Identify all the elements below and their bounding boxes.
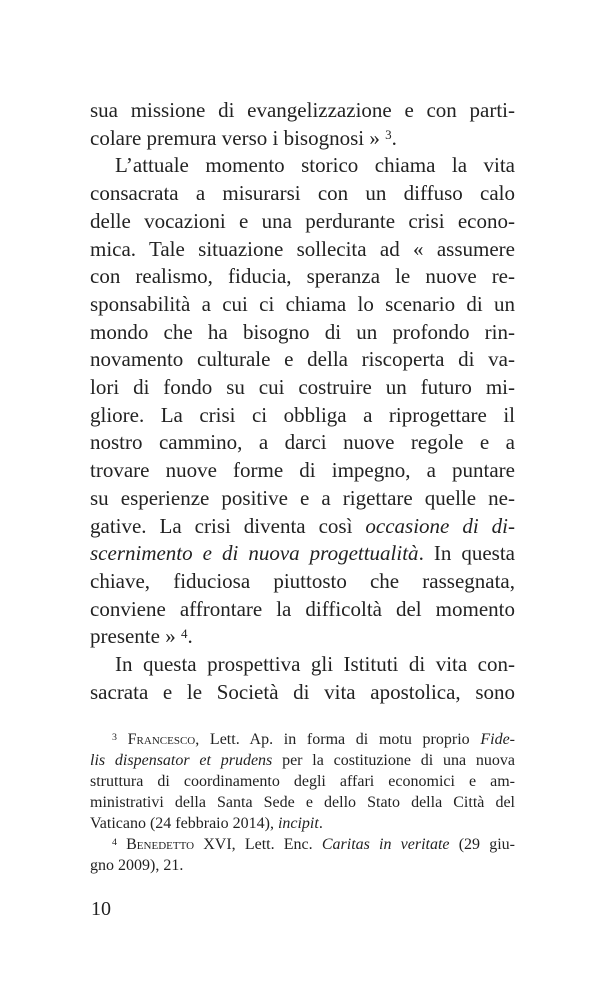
text-segment: su esperienze positive e a rigettare quelle ne-: [90, 485, 515, 510]
text-segment: gno 2009), 21.: [90, 857, 184, 874]
text-segment-sup: 3: [112, 731, 117, 743]
text-segment: con realismo, fiducia, speranza le nuove re-: [90, 264, 515, 289]
body-text-line: [90, 568, 515, 596]
text-segment: (29 giu-: [449, 836, 516, 853]
text-segment: lori di fondo su cui costruire un futuro mi-: [90, 375, 515, 400]
text-segment: , Lett. Enc.: [231, 836, 322, 853]
body-text-line: [90, 236, 515, 264]
body-text-line: [90, 263, 515, 291]
text-segment: consacrata a misurarsi con un diffuso calo: [90, 181, 515, 206]
text-segment-sup: 3: [385, 126, 392, 142]
text-segment: per la costituzione di una nuova: [272, 752, 515, 769]
text-segment: In questa prospettiva gli Istituti di vita con-: [115, 652, 515, 677]
text-segment: presente »: [90, 624, 181, 649]
text-segment: , Lett. Ap. in forma di motu proprio: [195, 731, 481, 748]
footnote-line: [90, 729, 515, 750]
body-text-line: [90, 513, 515, 541]
text-segment-italic: occasione di di-: [365, 513, 515, 538]
text-segment: Vaticano (24 febbraio 2014),: [90, 815, 278, 832]
body-text-block: [90, 97, 515, 706]
text-segment: L’attuale momento storico chiama la vita: [115, 153, 515, 178]
body-text-line: [90, 457, 515, 485]
text-segment: chiave, fiduciosa piuttosto che rassegnata,: [90, 568, 515, 593]
body-text-line: [90, 180, 515, 208]
body-text-line: [90, 540, 515, 568]
body-text-line: [90, 346, 515, 374]
body-text-line: [90, 651, 515, 679]
body-text-line: [90, 402, 515, 430]
page-number: 10: [91, 898, 111, 920]
body-text-line: [90, 623, 515, 651]
text-segment-smallcaps: Francesco: [116, 731, 196, 748]
text-segment: conviene affrontare la difficoltà del momento: [90, 596, 515, 621]
text-segment: . In questa: [418, 541, 515, 566]
footnote-line: [90, 771, 515, 792]
text-segment: mondo che ha bisogno di un profondo rin-: [90, 319, 515, 344]
footnote-line: [90, 750, 515, 771]
text-segment: delle vocazioni e una perdurante crisi econo-: [90, 208, 515, 233]
text-segment: .: [318, 815, 323, 832]
body-text-line: [90, 596, 515, 624]
body-text-line: [90, 679, 515, 707]
text-segment: .: [187, 624, 193, 649]
body-text-line: [90, 152, 515, 180]
text-segment: sponsabilità a cui ci chiama lo scenario di un: [90, 291, 515, 316]
text-segment: sacrata e le Società di vita apostolica, sono: [90, 679, 515, 704]
body-text-line: [90, 319, 515, 347]
text-segment: nostro cammino, a darci nuove regole e a: [90, 430, 515, 455]
text-segment: gative. La crisi diventa così: [90, 513, 366, 538]
text-segment: novamento culturale e della riscoperta di va-: [90, 347, 515, 372]
footnotes-block: [90, 729, 515, 876]
body-text-line: [90, 291, 515, 319]
text-segment-italic: lis dispensator et prudens: [90, 752, 273, 769]
text-segment: mica. Tale situazione sollecita ad « assumere: [90, 236, 515, 261]
text-segment-italic: incipit: [277, 815, 319, 832]
footnote-line: [90, 855, 515, 876]
text-segment-sup: 4: [180, 625, 188, 641]
text-segment-italic: scernimento e di nuova progettualità: [90, 541, 419, 566]
text-segment: gliore. La crisi ci obbliga a riprogettare il: [90, 402, 515, 427]
footnote-line: [90, 834, 515, 855]
text-segment-italic: Fide-: [480, 731, 515, 748]
text-segment: sua missione di evangelizzazione e con parti-: [90, 98, 515, 122]
text-segment-smallcaps: Benedetto XVI: [116, 836, 232, 853]
text-segment: colare premura verso i bisognosi »: [90, 125, 386, 150]
text-segment: struttura di coordinamento degli affari economici e am-: [90, 773, 515, 790]
text-segment: ministrativi della Santa Sede e dello Stato della Città del: [90, 794, 515, 811]
text-segment-sup: 4: [112, 836, 117, 848]
footnote-line: [90, 813, 515, 834]
body-text-line: [90, 125, 515, 153]
body-text-line: [90, 485, 515, 513]
text-segment: trovare nuove forme di impegno, a puntare: [90, 458, 515, 483]
text-segment-italic: Caritas in veritate: [321, 836, 450, 853]
body-text-line: [90, 97, 515, 125]
body-text-line: [90, 208, 515, 236]
footnote-line: [90, 792, 515, 813]
body-text-line: [90, 429, 515, 457]
text-segment: .: [391, 125, 397, 150]
body-text-line: [90, 374, 515, 402]
